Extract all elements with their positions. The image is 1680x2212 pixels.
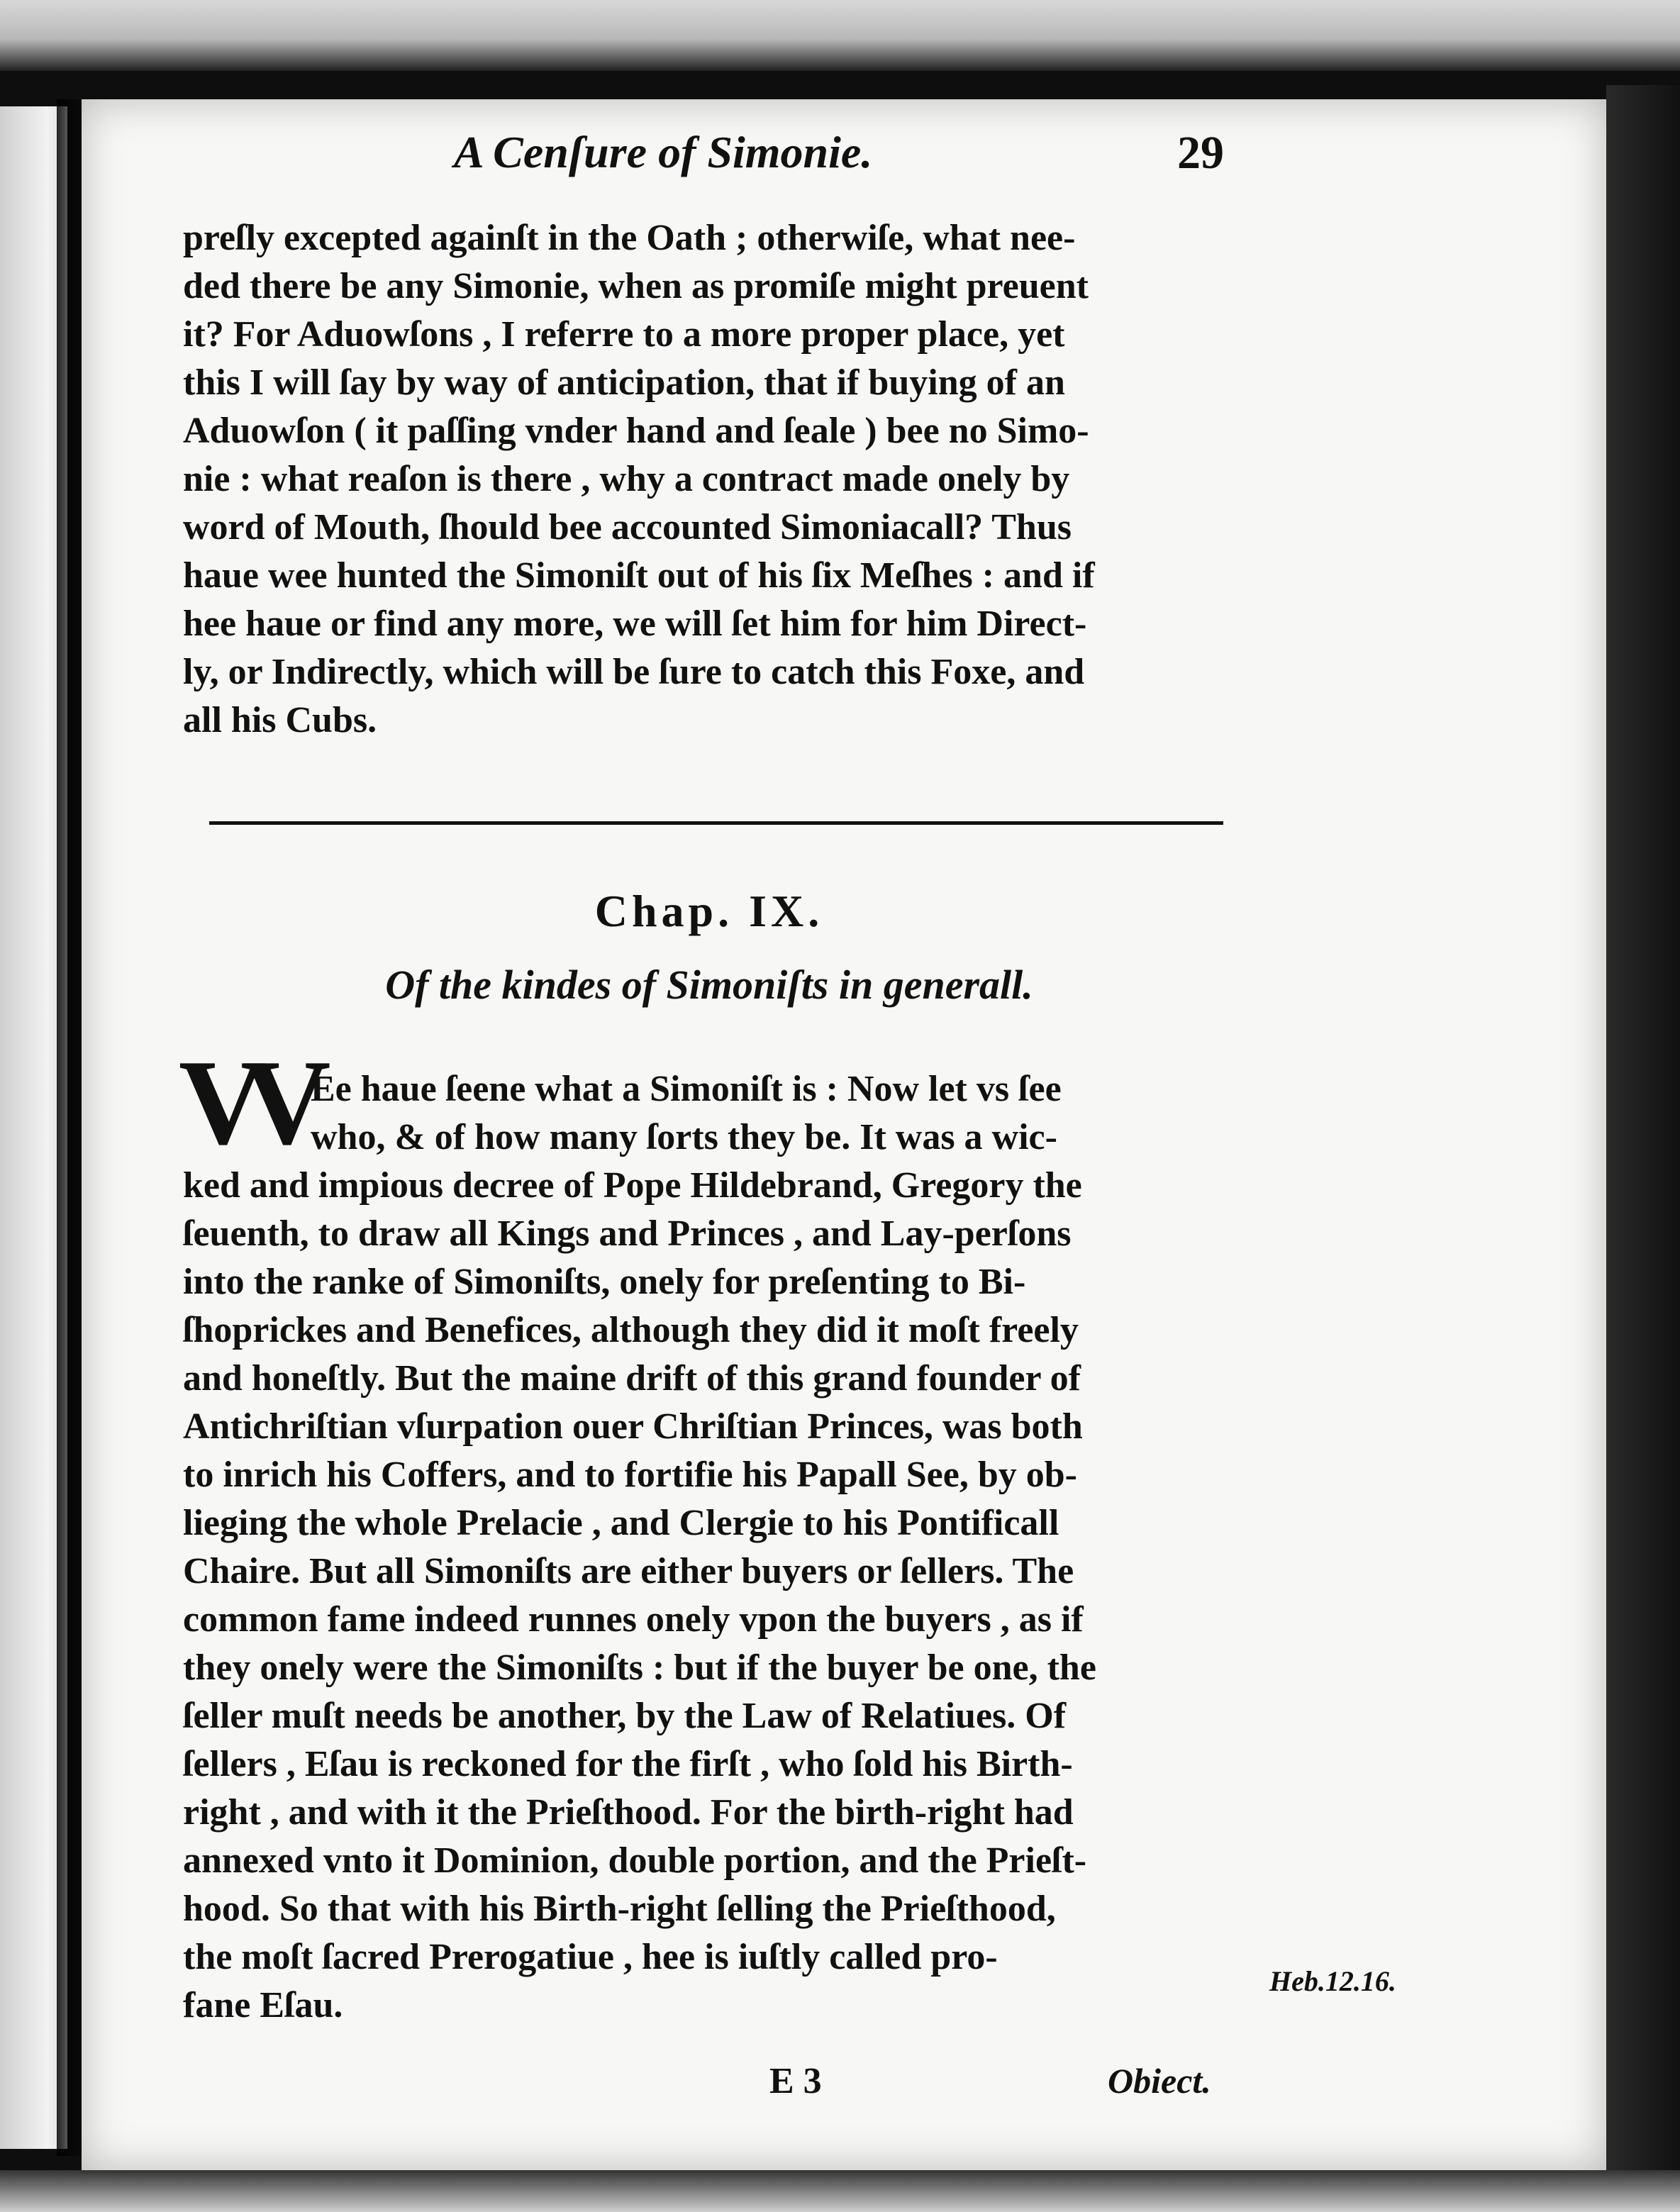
text-line: to inrich his Coffers, and to fortifie his Papall See, by ob- (183, 1455, 1077, 1495)
running-title: A Cenſure of Simonie. (454, 127, 873, 177)
drop-cap: VV (179, 1035, 307, 1170)
text-line: annexed vnto it Dominion, double portion, and the Prieſt- (183, 1840, 1087, 1881)
page-number: 29 (1177, 127, 1224, 179)
page-fore-edge (1606, 85, 1680, 2184)
signature-mark: E 3 (769, 2061, 822, 2101)
text-line: hood. So that with his Birth-right ſelling the Prieſthood, (183, 1889, 1056, 1929)
text-line: all his Cubs. (183, 700, 377, 740)
chapter-heading: Chap. IX. (594, 886, 824, 936)
text-line: ded there be any Simonie, when as promiſe might preuent (183, 266, 1089, 306)
text-line: Chaire. But all Simoniſts are either buyers or ſellers. The (183, 1551, 1074, 1591)
text-line: Ee haue ſeene what a Simoniſt is : Now let vs ſee (311, 1069, 1062, 1109)
margin-note: Heb.12.16. (1269, 1965, 1396, 1997)
text-line: the moſt ſacred Prerogatiue , hee is iuſtly called pro- (183, 1937, 998, 1977)
text-line: preſly excepted againſt in the Oath ; otherwiſe, what nee- (183, 218, 1076, 258)
text-line: Antichriſtian vſurpation ouer Chriſtian Princes, was both (183, 1406, 1083, 1447)
text-line: common fame indeed runnes onely vpon the buyers , as if (183, 1599, 1084, 1640)
paragraph-top (183, 214, 1268, 745)
paragraph-main (183, 1065, 1268, 2030)
text-line: this I will ſay by way of anticipation, that if buying of an (183, 362, 1065, 403)
text-line: fane Eſau. (183, 1985, 343, 2025)
text-line: Aduowſon ( it paſſing vnder hand and ſeale ) bee no Simo- (183, 411, 1089, 451)
scan-top-edge (0, 0, 1680, 71)
text-line: ly, or Indirectly, which will be ſure to catch this Foxe, and (183, 652, 1085, 692)
text-line: right , and with it the Prieſthood. For the birth-right had (183, 1792, 1074, 1833)
text-line: lieging the whole Prelacie , and Clergie to his Pontificall (183, 1503, 1059, 1543)
text-line: ſhoprickes and Benefices, although they did it moſt freely (183, 1310, 1079, 1350)
text-line: ſeller muſt needs be another, by the Law of Relatiues. Of (183, 1696, 1067, 1736)
text-line: into the ranke of Simoniſts, onely for preſenting to Bi- (183, 1262, 1026, 1302)
text-line: ſellers , Eſau is reckoned for the firſt , who ſold his Birth- (183, 1744, 1073, 1784)
text-line: who, & of how many ſorts they be. It was a wic- (311, 1117, 1057, 1157)
scan-bottom-edge (0, 2170, 1680, 2212)
text-line: hee haue or find any more, we will ſet him for him Direct- (183, 604, 1087, 644)
section-rule (209, 821, 1223, 825)
text-line: they onely were the Simoniſts : but if the buyer be one, the (183, 1647, 1096, 1688)
text-line: word of Mouth, ſhould bee accounted Simoniacall? Thus (183, 507, 1072, 548)
text-line: ſeuenth, to draw all Kings and Princes , and Lay-perſons (183, 1213, 1072, 1254)
text-line: it? For Aduowſons , I referre to a more proper place, yet (183, 314, 1065, 355)
catchword: Obiect. (1108, 2061, 1211, 2101)
text-line: and honeſtly. But the maine drift of this grand founder of (183, 1358, 1081, 1399)
book-gutter (57, 99, 85, 2156)
text-line: nie : what reaſon is there , why a contract made onely by (183, 459, 1070, 499)
chapter-subheading: Of the kindes of Simoniſts in generall. (385, 962, 1033, 1008)
text-line: haue wee hunted the Simoniſt out of his ſix Meſhes : and if (183, 555, 1095, 596)
text-line: ked and impious decree of Pope Hildebrand, Gregory the (183, 1165, 1082, 1206)
